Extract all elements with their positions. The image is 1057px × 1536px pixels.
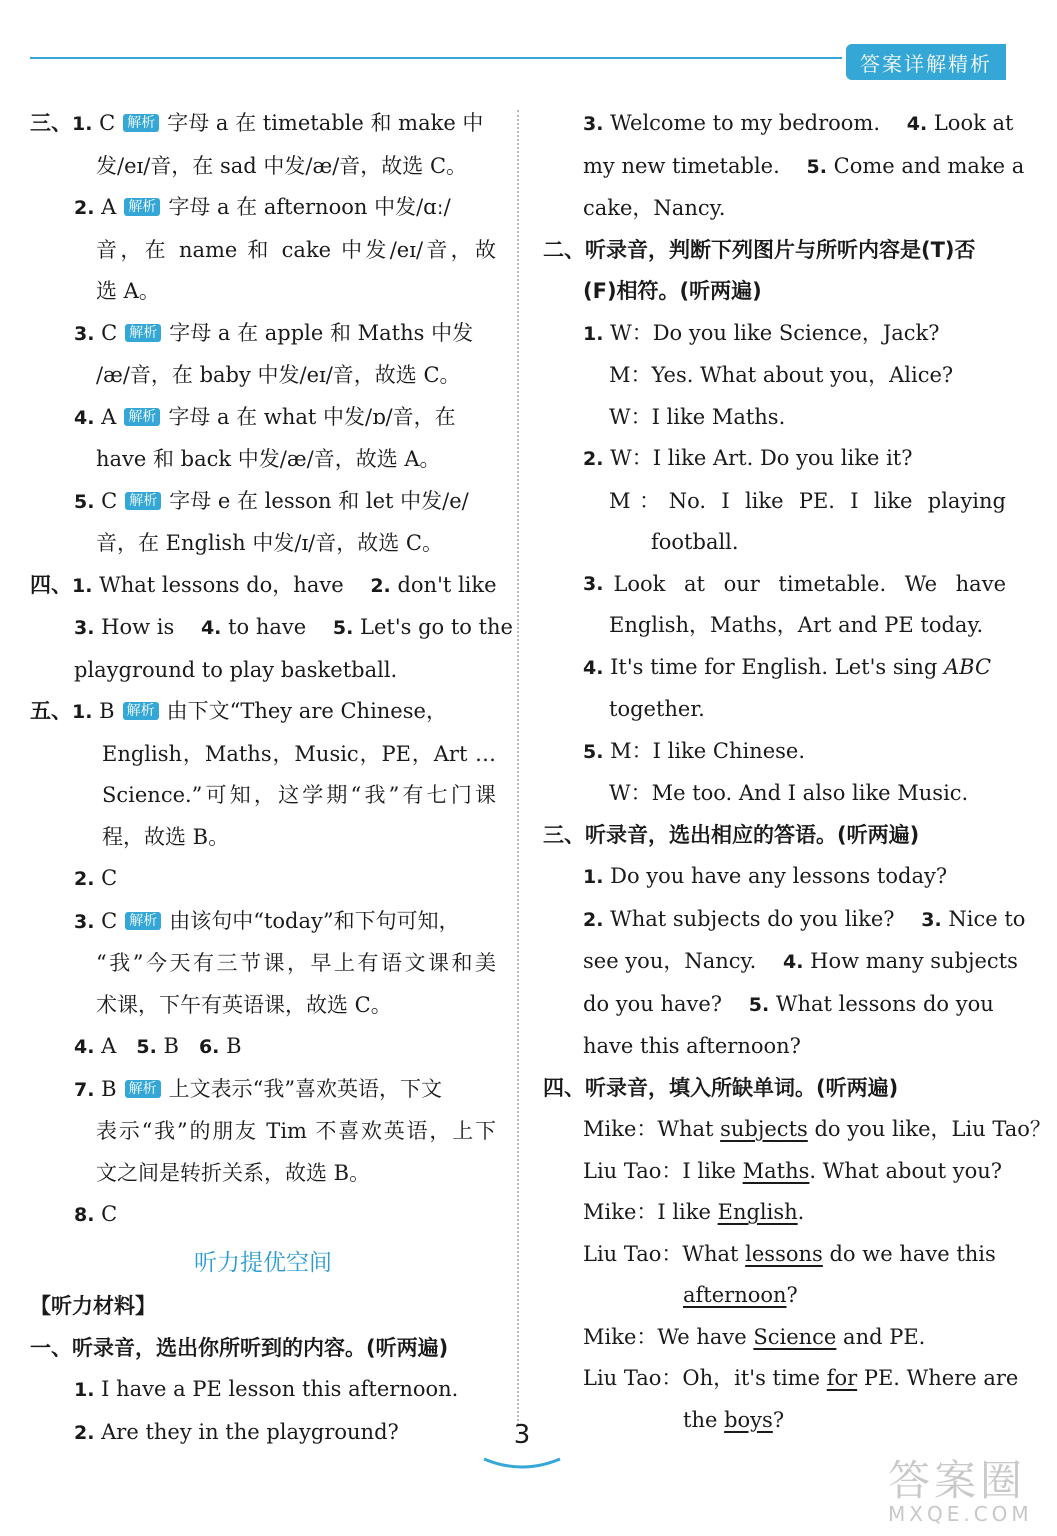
q-number: 1. [72,113,93,135]
explanation: 文之间是转折关系，故选 B。 [96,1160,371,1185]
transcript: I have a PE lesson this afternoon. [101,1377,459,1401]
explanation: 发/eɪ/音，在 sad 中发/æ/音，故选 C。 [96,153,468,178]
q-number: 2. [583,908,604,931]
header-tag: 答案详解精析 [846,44,1006,80]
q-number: 2. [74,1421,95,1444]
s5-q4-6 [30,1026,496,1069]
transcript: What lessons do you [775,991,994,1016]
explanation: 由下文“They are Chinese， [166,699,447,723]
dialogue-text: ? [786,1283,798,1307]
q-number: 1. [74,1379,95,1401]
analysis-badge: 解析 [124,408,160,426]
q-number: 8. [74,1204,95,1226]
page-number: 3 [513,1420,531,1450]
explanation: 字母 e 在 lesson 和 let 中发/e/ [169,488,469,513]
analysis-badge: 解析 [124,198,160,216]
q-number: 5. [332,617,354,639]
transcript: football. [651,530,739,554]
answer: C [99,111,116,135]
transcript: M：No. I like PE. I like playing [609,488,1006,513]
transcript: W：Do you like Science，Jack? [610,320,940,345]
answer: B [163,1034,179,1058]
dialogue-text: the [683,1407,725,1432]
q-number: 4. [782,951,804,973]
explanation: have 和 back 中发/æ/音，故选 A。 [96,447,441,471]
explanation: 由该句中“today”和下句可知， [169,908,460,933]
q-number: 5. [748,993,770,1016]
transcript: Welcome to my bedroom. [610,111,881,135]
dialogue-text: PE. Where are [857,1366,1019,1390]
transcript: do you have? [583,991,723,1016]
transcript: What subjects do you like? [610,906,895,931]
answer: C [101,908,118,933]
transcript: together. [609,697,705,721]
q-number: 5. [583,740,604,763]
explanation: “我”今天有三节课，早上有语文课和美 [96,951,496,975]
explanation: 选 A。 [96,279,160,303]
transcript: How many subjects [810,949,1018,973]
analysis-badge: 解析 [123,702,159,720]
filled-blank: afternoon [683,1283,787,1307]
l1-item2 [30,1412,496,1455]
answer: A [101,1034,117,1058]
page-number-swoosh [480,1455,564,1471]
analysis-badge: 解析 [125,492,161,510]
l4-row1 [543,1109,1051,1151]
filled-blank: Maths [742,1158,810,1183]
explanation: 字母 a 在 apple 和 Maths 中发 [169,320,474,345]
dialogue-text: ? [772,1407,785,1432]
q-number: 4. [906,113,928,135]
filled-blank: boys [724,1407,773,1432]
explanation: Science.”可知，这学期“我”有七门课 [102,783,496,807]
q-number: 4. [74,1036,95,1058]
answer: C [101,320,118,345]
transcript: It's time for English. Let's sing [610,654,938,679]
q-number: 1. [72,701,93,723]
transcript-italic: ABC [943,654,992,679]
transcript: M：I like Chinese. [610,738,806,763]
q-number: 3. [583,572,604,595]
dialogue-text: . What about you? [809,1158,1003,1183]
explanation: 程，故选 B。 [102,824,230,849]
s3-q1-line1 [30,103,496,146]
transcript: cake，Nancy. [583,196,726,220]
dialogue-text: do we have this [822,1241,996,1266]
answer: C [101,1202,118,1226]
l1-item1 [30,1369,496,1412]
q-number: 2. [74,868,95,890]
l1-item3-4 [543,103,1014,146]
l4-row8 [543,1400,1006,1442]
q-number: 4. [200,617,222,639]
l2-item3 [543,564,1006,606]
explanation: 音，在 English 中发/ɪ/音，故选 C。 [96,531,443,555]
s3-q5-line1 [30,481,496,524]
l2-item2 [543,438,1006,481]
explanation: 音，在 name 和 cake 中发/eɪ/音，故 [96,237,496,262]
explanation: 上文表示“我”喜欢英语，下文 [168,1076,443,1101]
answer: B [99,699,115,723]
l4-title: 四、听录音，填入所缺单词。(听两遍) [543,1075,899,1100]
l4-row6 [543,1317,1006,1359]
analysis-badge: 解析 [125,324,161,342]
explanation: English，Maths，Music，PE，Art … [102,741,496,766]
transcript: my new timetable. [583,153,780,178]
l1-item4-5 [543,146,1025,189]
explanation: /æ/音，在 baby 中发/eɪ/音，故选 C。 [96,363,461,387]
l2-title-1: 二、听录音，判断下列图片与所听内容是(T)否 [543,237,976,262]
q-number: 5. [806,155,827,178]
filled-blank: subjects [720,1117,808,1141]
dialogue-text: do you like，Liu Tao？ [807,1117,1051,1141]
answer: A [101,404,117,429]
answer: How is [101,615,175,639]
listening-materials-label: 【听力材料】 [30,1294,156,1318]
dialogue-text: and PE. [836,1324,926,1349]
watermark-url: MXQE.COM [888,1502,1033,1526]
l2-item4 [543,647,1006,690]
q-number: 1. [583,322,604,345]
transcript: Look at [933,111,1014,135]
filled-blank: lessons [745,1241,823,1266]
transcript: M：Yes. What about you，Alice? [609,363,954,387]
s4-line2 [30,607,513,650]
s5-q8 [30,1194,496,1237]
l4-row7 [543,1358,1019,1400]
transcript: see you，Nancy. [583,949,757,973]
l4-row4 [543,1234,1006,1276]
dialogue-text: Mike：We have [583,1324,754,1349]
q-number: 3. [74,617,95,639]
dialogue-text: Liu Tao：What [583,1241,746,1266]
l3-item4-5 [543,984,1006,1027]
q-number: 3. [921,908,942,931]
analysis-badge: 解析 [125,912,161,930]
transcript: Look at our timetable. We have [613,571,1006,596]
q-number: 6. [198,1036,220,1058]
q-number: 7. [74,1078,95,1101]
transcript: W：Me too. And I also like Music. [609,781,969,805]
filled-blank: Science [753,1324,837,1349]
section-label: 五、 [30,699,72,723]
s4-line1 [30,565,496,608]
explanation: 字母 a 在 timetable 和 make 中 [167,111,484,135]
header-rule [30,57,842,59]
s3-q2-line1 [30,187,496,230]
s3-q4-line1 [30,397,496,440]
s5-q1-line1 [30,691,496,734]
l2-item1 [543,313,1006,356]
l2-title-2: (F)相符。(听两遍) [583,279,762,303]
listening-heading: 听力提优空间 [194,1249,332,1276]
q-number: 1. [583,866,604,888]
q-number: 3. [74,910,95,933]
explanation: 表示“我”的朋友 Tim 不喜欢英语，上下 [96,1119,496,1143]
transcript: Nice to [948,906,1026,931]
answer: to have [228,615,307,639]
l2-item5 [543,731,1006,774]
transcript: Are they in the playground? [101,1419,399,1444]
q-number: 5. [136,1036,157,1058]
q-number: 4. [583,656,604,679]
analysis-badge: 解析 [123,114,159,132]
answer: C [101,866,118,890]
l3-item3-4 [543,941,1018,984]
section-label: 四、 [30,572,72,597]
q-number: 3. [74,322,95,345]
transcript: Come and make a [833,153,1025,178]
transcript: English，Maths，Art and PE today. [609,613,984,637]
s3-q3-line1 [30,313,496,356]
s5-q7-line1 [30,1069,496,1112]
section-label: 三、 [30,111,72,135]
dialogue-text: Mike：I like [583,1200,718,1224]
answer: What lessons do，have [99,572,344,597]
q-number: 4. [74,406,95,429]
l3-item1 [543,856,1006,899]
watermark [888,1448,1033,1526]
l3-title: 三、听录音，选出相应的答语。(听两遍) [543,822,920,847]
right-column [543,103,1051,1441]
analysis-badge: 解析 [125,1080,161,1098]
answer: Let's go to the [360,615,513,639]
filled-blank: for [826,1366,858,1390]
dialogue-text: Mike：What [583,1117,721,1141]
transcript: W：I like Art. Do you like it? [610,446,913,470]
transcript: Do you have any lessons today? [610,864,948,888]
answer: B [226,1034,242,1058]
explanation: 术课，下午有英语课，故选 C。 [96,992,392,1017]
l4-row5 [543,1275,1006,1317]
l3-item2-3 [543,899,1026,942]
column-divider [517,110,519,1425]
answer: C [101,488,118,513]
answer: A [101,195,117,219]
q-number: 3. [583,113,604,135]
s5-q2 [30,858,496,901]
q-number: 2. [370,574,391,597]
s5-q3-line1 [30,901,496,944]
q-number: 2. [74,197,95,219]
explanation: 字母 a 在 afternoon 中发/ɑː/ [168,195,451,219]
l4-row3 [543,1192,1006,1234]
l1-title: 一、听录音，选出你所听到的内容。(听两遍) [30,1335,449,1360]
explanation: 字母 a 在 what 中发/ɒ/音，在 [168,404,456,429]
q-number: 1. [72,574,93,597]
transcript: W：I like Maths. [609,404,786,429]
transcript: have this afternoon? [583,1034,801,1058]
watermark-text: 答案圈 [888,1456,1027,1505]
answer: B [101,1076,117,1101]
answer: don't like [397,572,497,597]
filled-blank: English [717,1200,798,1224]
dialogue-text: Liu Tao：Oh，it's time [583,1366,827,1390]
dialogue-text: Liu Tao：I like [583,1158,743,1183]
q-number: 2. [583,448,604,470]
answer: playground to play basketball. [74,657,398,682]
l4-row2 [543,1151,1006,1193]
q-number: 5. [74,490,95,513]
left-column [30,103,513,1454]
dialogue-text: . [797,1200,805,1224]
